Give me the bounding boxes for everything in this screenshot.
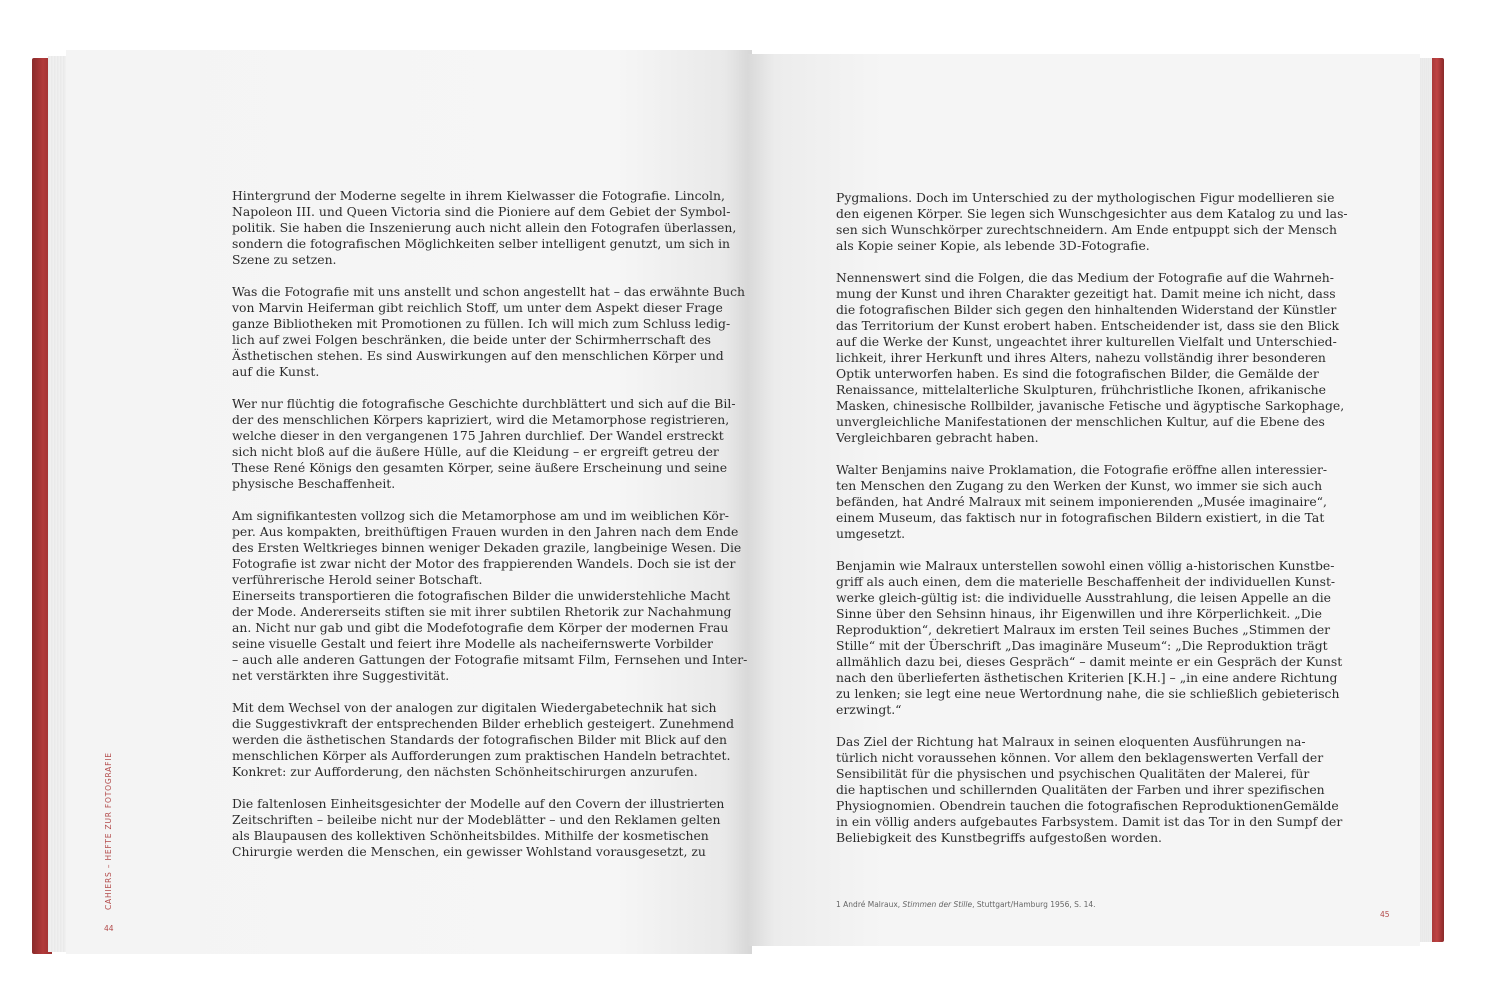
text-line: ten Menschen den Zugang zu den Werken der Kunst, wo immer sie sich auch [836, 478, 1323, 493]
text-line: mung der Kunst und ihren Charakter gezeitigt hat. Damit meine ich nicht, dass [836, 286, 1336, 301]
text-line: die fotografischen Bilder sich gegen den hinhaltenden Widerstand der Künstler [836, 302, 1337, 317]
text-line: auf die Kunst. [232, 364, 320, 379]
text-line: Benjamin wie Malraux unterstellen sowohl einen völlig a-historischen Kunstbe- [836, 558, 1335, 573]
text-line: These René Königs den gesamten Körper, seine äußere Erscheinung und seine [232, 460, 728, 475]
text-line: der des menschlichen Körpers kapriziert, wird die Metamorphose registrieren, [232, 412, 730, 427]
right-page-text [836, 190, 1348, 862]
text-line: Masken, chinesische Rollbilder, javanische Fetische und ägyptische Sarkophage, [836, 398, 1345, 413]
paragraph [232, 508, 748, 684]
text-line: ganze Bibliotheken mit Promotionen zu füllen. Ich will mich zum Schluss ledig- [232, 316, 731, 331]
text-line: von Marvin Heiferman gibt reichlich Stoff, um unter dem Aspekt dieser Frage [232, 300, 723, 315]
text-line: als Blaupausen des kollektiven Schönheitsbildes. Mithilfe der kosmetischen [232, 828, 709, 843]
text-line: Wer nur flüchtig die fotografische Geschichte durchblättert und sich auf die Bil- [232, 396, 736, 411]
text-line: sondern die fotografischen Möglichkeiten selber intelligent genutzt, um sich in [232, 236, 731, 251]
text-line: seine visuelle Gestalt und feiert ihre Modelle als nacheifernswerte Vorbilder [232, 636, 713, 651]
text-line: als Kopie seiner Kopie, als lebende 3D-Fotografie. [836, 238, 1150, 253]
paragraph [836, 270, 1345, 446]
text-line: auf die Werke der Kunst, ungeachtet ihrer kulturellen Vielfalt und Unterschied- [836, 334, 1337, 349]
left-page-text [232, 188, 748, 876]
text-line: allmählich dazu bei, dieses Gespräch“ – damit meinte er ein Gespräch der Kunst [836, 654, 1343, 669]
text-line: Reproduktion“, dekretiert Malraux im ersten Teil seines Buches „Stimmen der [836, 622, 1331, 637]
text-line: per. Aus kompakten, breithüftigen Frauen wurden in den Jahren nach dem Ende [232, 524, 739, 539]
text-line: verführerische Herold seiner Botschaft. [232, 572, 483, 587]
text-line: Sinne über den Sehsinn hinaus, ihr Eigenwillen und ihre Körperlichkeit. „Die [836, 606, 1322, 621]
paragraph [836, 558, 1343, 718]
footnote-marker: 1 [836, 900, 841, 909]
running-head: CAHIERS – HEFTE ZUR FOTOGRAFIE [104, 752, 113, 910]
text-line: in ein völlig anders aufgebautes Farbsystem. Damit ist das Tor in den Sumpf der [836, 814, 1343, 829]
text-line: net verstärkten ihre Suggestivität. [232, 668, 450, 683]
text-line: – auch alle anderen Gattungen der Fotografie mitsamt Film, Fernsehen und Inter- [232, 652, 748, 667]
text-line: erzwingt.“ [836, 702, 902, 717]
text-line: Sensibilität für die physischen und psychischen Qualitäten der Malerei, für [836, 766, 1310, 781]
text-line: Das Ziel der Richtung hat Malraux in seinen eloquenten Ausführungen na- [836, 734, 1306, 749]
page-number-left: 44 [104, 924, 114, 933]
paragraph [232, 396, 736, 492]
text-line: Mit dem Wechsel von der analogen zur digitalen Wiedergabetechnik hat sich [232, 700, 717, 715]
text-line: Ästhetischen stehen. Es sind Auswirkungen auf den menschlichen Körper und [232, 348, 724, 363]
text-line: den eigenen Körper. Sie legen sich Wunschgesichter aus dem Katalog zu und las- [836, 206, 1348, 221]
paragraph [836, 462, 1328, 542]
text-line: zu lenken; sie legt eine neue Wertordnung nahe, die sie schließlich gebieterisch [836, 686, 1340, 701]
text-line: politik. Sie haben die Inszenierung auch nicht allein den Fotografen überlassen, [232, 220, 737, 235]
text-line: griff als auch einen, dem die materielle Beschaffenheit der individuellen Kunst- [836, 574, 1336, 589]
text-line: Renaissance, mittelalterliche Skulpturen, frühchristliche Ikonen, afrikanische [836, 382, 1326, 397]
text-line: umgesetzt. [836, 526, 906, 541]
text-line: sich nicht bloß auf die äußere Hülle, auf die Kleidung – er ergreift getreu der [232, 444, 719, 459]
text-line: Napoleon III. und Queen Victoria sind die Pioniere auf dem Gebiet der Symbol- [232, 204, 731, 219]
text-line: lich auf zwei Folgen beschränken, die beide unter der Schirmherrschaft des [232, 332, 711, 347]
footnote-rest: , Stuttgart/Hamburg 1956, S. 14. [972, 900, 1096, 909]
text-line: werke gleich-gültig ist: die individuelle Ausstrahlung, die leisen Appelle an die [836, 590, 1332, 605]
text-line: Optik unterworfen haben. Es sind die fotografischen Bilder, die Gemälde der [836, 366, 1319, 381]
paragraph [836, 190, 1348, 254]
text-line: Konkret: zur Aufforderung, den nächsten Schönheitschirurgen anzurufen. [232, 764, 698, 779]
text-line: Am signifikantesten vollzog sich die Metamorphose am und im weiblichen Kör- [232, 508, 729, 523]
text-line: befänden, hat André Malraux mit seinem imponierenden „Musée imaginaire“, [836, 494, 1327, 509]
text-line: an. Nicht nur gab und gibt die Modefotografie dem Körper der modernen Frau [232, 620, 729, 635]
text-line: Nennenswert sind die Folgen, die das Medium der Fotografie auf die Wahrneh- [836, 270, 1334, 285]
footnote-author: André Malraux, [843, 900, 903, 909]
footnote-title: Stimmen der Stille [902, 900, 973, 909]
text-line: menschlichen Körper als Aufforderungen zum praktischen Handeln betrachtet. [232, 748, 731, 763]
paragraph [232, 284, 746, 380]
text-line: nach den überlieferten ästhetischen Kriterien [K.H.] – „in eine andere Richtung [836, 670, 1338, 685]
text-line: Physiognomien. Obendrein tauchen die fotografischen ReproduktionenGemälde [836, 798, 1339, 813]
text-line: Fotografie ist zwar nicht der Motor des frappierenden Wandels. Doch sie ist der [232, 556, 736, 571]
text-line: das Territorium der Kunst erobert haben. Entscheidender ist, dass sie den Blick [836, 318, 1340, 333]
text-line: Zeitschriften – beileibe nicht nur der Modeblätter – und den Reklamen gelten [232, 812, 721, 827]
text-line: die haptischen und schillernden Qualitäten der Farben und ihrer spezifischen [836, 782, 1325, 797]
text-line: die Suggestivkraft der entsprechenden Bilder erheblich gesteigert. Zunehmend [232, 716, 735, 731]
text-line: türlich nicht voraussehen können. Vor allem den beklagenswerten Verfall der [836, 750, 1324, 765]
text-line: Vergleichbaren gebracht haben. [836, 430, 1039, 445]
text-line: Walter Benjamins naive Proklamation, die Fotografie eröffne allen interessier- [836, 462, 1328, 477]
text-line: lichkeit, ihrer Herkunft und ihres Alters, nahezu vollständig ihrer besonderen [836, 350, 1326, 365]
text-line: Die faltenlosen Einheitsgesichter der Modelle auf den Covern der illustrierten [232, 796, 725, 811]
text-line: Einerseits transportieren die fotografischen Bilder die unwiderstehliche Macht [232, 588, 731, 603]
text-line: werden die ästhetischen Standards der fotografischen Bilder mit Blick auf den [232, 732, 728, 747]
cover-edge-right [1430, 58, 1444, 942]
text-line: Chirurgie werden die Menschen, ein gewisser Wohlstand vorausgesetzt, zu [232, 844, 706, 859]
text-line: der Mode. Andererseits stiften sie mit ihrer subtilen Rhetorik zur Nachahmung [232, 604, 732, 619]
text-line: welche dieser in den vergangenen 175 Jahren durchlief. Der Wandel erstreckt [232, 428, 724, 443]
text-line: Stille“ mit der Überschrift „Das imaginäre Museum“: „Die Reproduktion trägt [836, 638, 1328, 653]
footnote [836, 900, 1236, 909]
text-line: Hintergrund der Moderne segelte in ihrem Kielwasser die Fotografie. Lincoln, [232, 188, 725, 203]
text-line: Szene zu setzen. [232, 252, 337, 267]
text-line: Beliebigkeit des Kunstbegriffs aufgestoßen worden. [836, 830, 1162, 845]
paragraph [232, 700, 735, 780]
page-number-right: 45 [1380, 910, 1390, 919]
paragraph [232, 796, 725, 860]
text-line: sen sich Wunschkörper zurechtschneidern. Am Ende entpuppt sich der Mensch [836, 222, 1337, 237]
text-line: einem Museum, das faktisch nur in fotografischen Bildern existiert, in die Tat [836, 510, 1325, 525]
text-line: des Ersten Weltkrieges binnen weniger Dekaden grazile, langbeinige Wesen. Die [232, 540, 742, 555]
text-line: unvergleichliche Manifestationen der menschlichen Kultur, auf die Ebene des [836, 414, 1325, 429]
text-line: physische Beschaffenheit. [232, 476, 396, 491]
paragraph [836, 734, 1343, 846]
text-line: Pygmalions. Doch im Unterschied zu der mythologischen Figur modellieren sie [836, 190, 1335, 205]
text-line: Was die Fotografie mit uns anstellt und schon angestellt hat – das erwähnte Buch [232, 284, 746, 299]
page-stack-right [1418, 58, 1432, 942]
paragraph [232, 188, 737, 268]
